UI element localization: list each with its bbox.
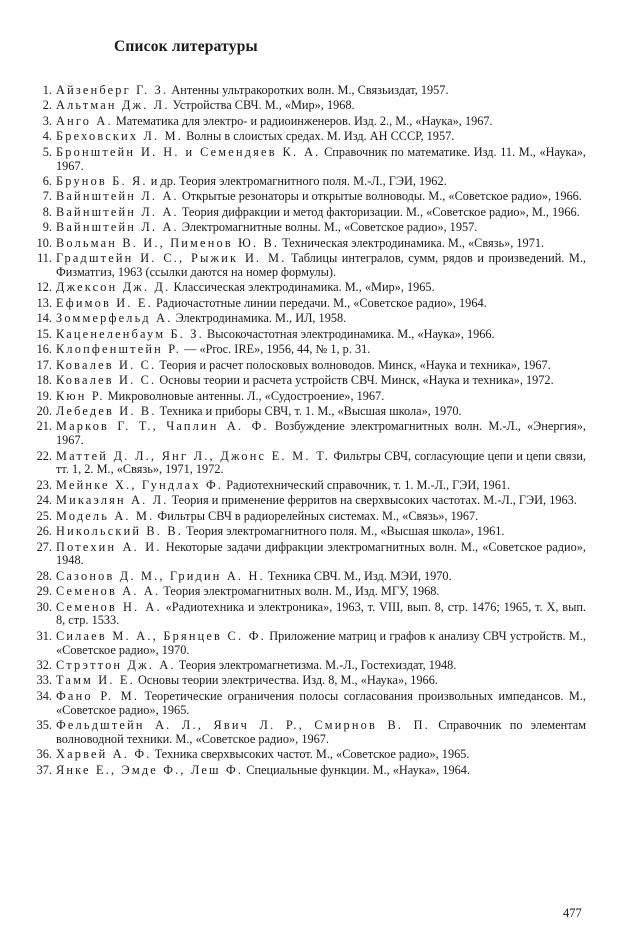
reference-item [0, 570, 586, 584]
reference-number: 30. [36, 599, 52, 614]
reference-author: Стрэттон Дж. А. [56, 657, 176, 672]
reference-number: 7. [42, 189, 52, 204]
reference-author: Зоммерфельд А. [56, 311, 173, 326]
reference-item [0, 175, 586, 189]
reference-author: Сазонов Д. М., Гридин А. Н. [56, 568, 265, 583]
reference-number: 27. [36, 539, 52, 554]
reference-number: 24. [36, 493, 52, 508]
reference-text: Классическая электродинамика. М., «Мир», 1965. [170, 280, 435, 295]
reference-number: 13. [36, 295, 52, 310]
reference-item [0, 764, 586, 778]
reference-author: Семенов А. А. [56, 584, 161, 599]
reference-author: Ковалев И. С. [56, 357, 157, 372]
reference-item [0, 510, 586, 524]
reference-number: 35. [36, 718, 52, 733]
page-number: 477 [563, 906, 582, 920]
reference-list [0, 84, 644, 779]
reference-item [0, 281, 586, 295]
reference-text: Высокочастотная электродинамика. М., «Наука», 1966. [203, 326, 495, 341]
reference-number: 20. [36, 404, 52, 419]
reference-item [0, 479, 586, 493]
reference-number: 14. [36, 311, 52, 326]
reference-item [0, 84, 586, 98]
reference-number: 26. [36, 524, 52, 539]
reference-number: 21. [36, 419, 52, 434]
reference-text: Таблицы интегралов, сумм, рядов и произведений. М., Физматгиз, 1963 (ссылки даются на номер формулы). [56, 251, 586, 279]
reference-number: 6. [42, 173, 52, 188]
reference-item [0, 541, 586, 568]
reference-author: Альтман Дж. Л. [56, 98, 170, 113]
reference-author: Силаев М. А., Брянцев С. Ф. [56, 628, 266, 643]
reference-author: Харвей А. Ф. [56, 747, 152, 762]
reference-number: 18. [36, 373, 52, 388]
reference-number: 12. [36, 280, 52, 295]
reference-author: Янке Е., Эмде Ф., Леш Ф. [56, 762, 244, 777]
reference-text: Математика для электро- и радиоинженеров. Изд. 2., М., «Наука», 1967. [112, 113, 493, 128]
reference-author: Фано Р. М. [56, 688, 140, 703]
reference-number: 2. [42, 98, 52, 113]
reference-author: Мейнке Х., Гундлах Ф. [56, 477, 224, 492]
reference-item [0, 297, 586, 311]
reference-number: 4. [42, 129, 52, 144]
reference-item [0, 659, 586, 673]
reference-author: Семенов Н. А. [56, 599, 162, 614]
reference-author: Микаэлян А. Л. [56, 493, 169, 508]
reference-text: Теория электромагнитных волн. М., Изд. МГУ, 1968. [160, 584, 440, 599]
reference-number: 37. [36, 762, 52, 777]
reference-text: Основы теории электричества. Изд. 8, М., «Наука», 1966. [134, 673, 438, 688]
reference-text: Некоторые задачи дифракции электромагнитных волн. М., «Советское радио», 1948. [56, 539, 586, 568]
reference-item [0, 748, 586, 762]
reference-number: 16. [36, 342, 52, 357]
reference-number: 29. [36, 584, 52, 599]
reference-item [0, 130, 586, 144]
reference-number: 23. [36, 477, 52, 492]
reference-number: 32. [36, 657, 52, 672]
reference-item [0, 374, 586, 388]
reference-number: 10. [36, 235, 52, 250]
reference-item [0, 206, 586, 220]
reference-item [0, 115, 586, 129]
reference-text: Радиотехнический справочник, т. 1. М.-Л., ГЭИ, 1961. [223, 477, 511, 492]
reference-number: 9. [42, 220, 52, 235]
reference-author: Ковалев И. С. [56, 373, 157, 388]
reference-text: Устройства СВЧ. М., «Мир», 1968. [169, 98, 355, 113]
reference-item [0, 674, 586, 688]
reference-item [0, 525, 586, 539]
reference-author: Анго А. [56, 113, 113, 128]
reference-text: Справочник по математике. Изд. 11. М., «Наука», 1967. [56, 144, 586, 173]
reference-item [0, 690, 586, 717]
reference-text: Теория электромагнитного поля. М., «Высшая школа», 1961. [183, 524, 505, 539]
reference-text: Электромагнитные волны. М., «Советское радио», 1957. [178, 220, 478, 235]
reference-item [0, 585, 586, 599]
reference-author: Модель А. М. [56, 508, 155, 523]
reference-number: 25. [36, 508, 52, 523]
reference-text: Микроволновые антенны. Л., «Судостроение», 1967. [104, 388, 385, 403]
reference-item [0, 343, 586, 357]
reference-author: Градштейн И. С., Рыжик И. М. [56, 251, 287, 266]
reference-author: Бронштейн И. Н. и Семендяев К. А. [56, 144, 321, 159]
reference-text: Радиочастотные линии передачи. М., «Советское радио», 1964. [152, 295, 487, 310]
reference-text: Теоретические ограничения полосы согласования произвольных импедансов. М., «Советское радио», 1965. [56, 688, 586, 717]
reference-number: 3. [42, 113, 52, 128]
reference-text: «Радиотехника и электроника», 1963, т. VIII, вып. 8, стр. 1476; 1965, т. X, вып. 8, стр. 1533. [56, 599, 586, 628]
reference-text: Теория электромагнетизма. М.-Л., Гостехиздат, 1948. [175, 657, 457, 672]
reference-number: 11. [37, 251, 52, 266]
reference-item [0, 146, 586, 173]
reference-number: 5. [42, 144, 52, 159]
reference-number: 36. [36, 747, 52, 762]
reference-text: Антенны ультракоротких волн. М., Связьиздат, 1957. [168, 83, 449, 97]
reference-text: Фильтры СВЧ в радиорелейных системах. М., «Связь», 1967. [154, 508, 479, 523]
reference-author: Бреховских Л. М. [56, 129, 184, 144]
reference-item [0, 630, 586, 657]
reference-author: Тамм И. Е. [56, 673, 135, 688]
reference-number: 19. [36, 388, 52, 403]
reference-text: Специальные функции. М., «Наука», 1964. [243, 762, 470, 777]
reference-text: Теория и расчет полосковых волноводов. Минск, «Наука и техника», 1967. [156, 357, 551, 372]
reference-author: Айзенберг Г. З. [56, 83, 169, 97]
reference-author: Кюн Р. [56, 388, 105, 403]
reference-item [0, 420, 586, 447]
reference-item [0, 405, 586, 419]
reference-author: Никольский В. В. [56, 524, 184, 539]
reference-number: 8. [42, 204, 52, 219]
reference-item [0, 450, 586, 477]
reference-author: Клопфенштейн Р. [56, 342, 181, 357]
reference-number: 22. [36, 448, 52, 463]
reference-text: Теория дифракции и метод факторизации. М., «Советское радио», М., 1966. [178, 204, 580, 219]
reference-author: Ефимов И. Е. [56, 295, 153, 310]
reference-text: Приложение матриц и графов к анализу СВЧ устройств. М., «Советское радио», 1970. [56, 628, 586, 657]
reference-text: Основы теории и расчета устройств СВЧ. Минск, «Наука и техника», 1972. [156, 373, 554, 388]
reference-text: Техническая электродинамика. М., «Связь», 1971. [279, 235, 545, 250]
page-heading: Список литературы [114, 38, 258, 55]
reference-author: Вайнштейн Л. А. [56, 220, 179, 235]
reference-text: Фильтры СВЧ, согласующие цепи и цепи связи, тт. 1, 2. М., «Связь», 1971, 1972. [56, 448, 586, 477]
reference-text: и др. Теория электромагнитного поля. М.-Л., ГЭИ, 1962. [147, 173, 447, 188]
reference-author: Каценеленбаум Б. З. [56, 326, 204, 341]
reference-text: Техника СВЧ. М., Изд. МЭИ, 1970. [264, 568, 452, 583]
reference-text: Электродинамика. М., ИЛ, 1958. [172, 311, 347, 326]
reference-number: 17. [36, 357, 52, 372]
reference-item [0, 312, 586, 326]
reference-number: 34. [36, 688, 52, 703]
reference-author: Вайнштейн Л. А. [56, 204, 179, 219]
reference-text: Справочник по элементам волноводной техники. М., «Советское радио», 1967. [56, 718, 587, 746]
reference-item [0, 719, 586, 746]
reference-item [0, 252, 586, 279]
reference-author: Марков Г. Т., Чаплин А. Ф. [56, 419, 269, 434]
reference-text: Возбуждение электромагнитных волн. М.-Л., «Энергия», 1967. [56, 419, 586, 448]
reference-number: 15. [36, 326, 52, 341]
reference-item [0, 494, 586, 508]
reference-item [0, 190, 586, 204]
reference-number: 33. [36, 673, 52, 688]
reference-item [0, 328, 586, 342]
reference-number: 1. [42, 83, 52, 97]
reference-item [0, 601, 586, 628]
reference-author: Лебедев И. В. [56, 404, 157, 419]
reference-text: — «Proc. IRE», 1956, 44, № 1, р. 31. [181, 342, 371, 357]
reference-item [0, 237, 586, 251]
reference-item [0, 390, 586, 404]
reference-author: Джексон Дж. Д. [56, 280, 171, 295]
reference-text: Техника сверхвысоких частот. М., «Советское радио», 1965. [151, 747, 470, 762]
reference-author: Вайнштейн Л. А. [56, 189, 179, 204]
reference-text: Техника и приборы СВЧ, т. 1. М., «Высшая школа», 1970. [156, 404, 462, 419]
reference-author: Маттей Д. Л., Янг Л., Джонс Е. М. Т. [56, 448, 331, 463]
reference-item [0, 99, 586, 113]
reference-number: 31. [36, 628, 52, 643]
reference-author: Вольман В. И., Пименов Ю. В. [56, 235, 280, 250]
reference-author: Потехин А. И. [56, 539, 162, 554]
reference-number: 28. [36, 568, 52, 583]
reference-text: Открытые резонаторы и открытые волноводы. М., «Советское радио», 1966. [178, 189, 582, 204]
reference-text: Волны в слоистых средах. М. Изд. АН СССР, 1957. [183, 129, 455, 144]
reference-item [0, 359, 586, 373]
reference-author: Брунов Б. Я. [56, 173, 148, 188]
reference-item [0, 221, 586, 235]
reference-text: Теория и применение ферритов на сверхвысоких частотах. М.-Л., ГЭИ, 1963. [168, 493, 577, 508]
reference-author: Фельдштейн А. Л., Явич Л. Р., Смирнов В. П. [56, 718, 430, 733]
